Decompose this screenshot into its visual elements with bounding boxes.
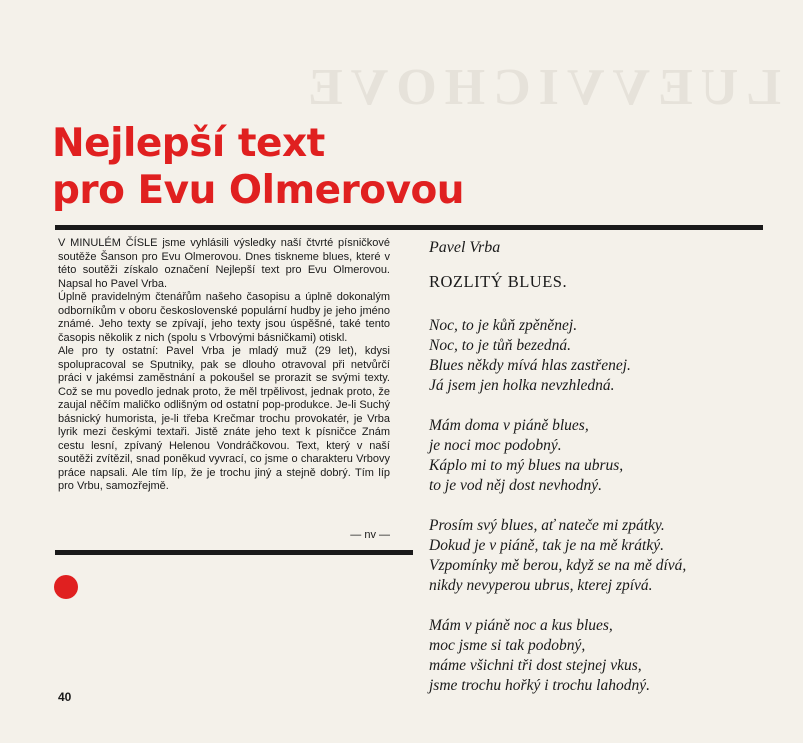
- poem-line: to je vod něj dost nevhodný.: [429, 477, 603, 494]
- headline-line-1: Nejlepší text: [52, 121, 325, 166]
- poem-stanza-3: [429, 516, 799, 596]
- poem-line: jsme trochu hořký i trochu lahodný.: [429, 677, 650, 694]
- headline: [52, 120, 464, 214]
- poem-line: Noc, to je tůň bezedná.: [429, 337, 572, 354]
- poem: [429, 238, 799, 716]
- poem-title: ROZLITÝ BLUES.: [429, 272, 568, 291]
- poem-line: Dokud je v piáně, tak je na mě krátký.: [429, 537, 664, 554]
- article-paragraph-1: V MINULÉM ČÍSLE jsme vyhlásili výsledky naší čtvrté písničkové soutěže Šanson pro Evu Olmerovou. Dnes tiskneme blues, které v této soutěži získalo označení Nejlepší text pro Evu Olmerovou. Napsal ho Pavel Vrba.: [58, 237, 390, 290]
- author-signature: — nv —: [350, 529, 390, 541]
- poem-stanza-1: [429, 316, 799, 396]
- poem-stanza-2: [429, 416, 799, 496]
- article-paragraph-3: Ale pro ty ostatní: Pavel Vrba je mladý muž (29 let), kdysi spolupracoval se Sputniky, pak se dlouho otravoval při netvůrčí práci v jakémsi zaměstnání a pokoušel se prorazit se svými texty. Což se mu povedlo jednak proto, že měl trpělivost, jednak proto, že zaujal něčím maličko odlišným od ostatní pop-produkce. Je-li Suchý básnický humorista, je-li třeba Krečmar trochu provokatér, je Vrba lyrik mezi českými textaři. Jistě znáte jeho text k písničce Znám cestu lesní, zpívaný Helenou Vondráčkovou. Text, který v naší soutěži zvítězil, snad poněkud vyvrací, co jsme o charakteru Vrbovy práce napsali. Ale tím líp, že je trochu jiný a stejně dobrý. Tím líp pro Vrbu, samozřejmě.: [58, 345, 390, 492]
- article-body: [58, 237, 390, 494]
- poem-line: nikdy nevyperou ubrus, kterej zpívá.: [429, 577, 653, 594]
- red-dot-ornament: [54, 575, 78, 599]
- poem-line: Noc, to je kůň zpěněnej.: [429, 317, 578, 334]
- poem-line: máme všichni tři dost stejnej vkus,: [429, 657, 642, 674]
- top-rule: [55, 225, 763, 230]
- poem-stanza-4: [429, 616, 799, 696]
- poem-line: Mám v piáně noc a kus blues,: [429, 617, 613, 634]
- poem-line: je noci moc podobný.: [429, 437, 562, 454]
- poem-line: moc jsme si tak podobný,: [429, 637, 586, 654]
- article-paragraph-2: Úplně pravidelným čtenářům našeho časopisu a úplně dokonalým odborníkům v oboru československé populární hudby je jeho jméno známé. Jeho texty se zpívají, jeho texty jsou úspěšné, také tento časopis několik z nich (spolu s Vrbovými básničkami) otiskl.: [58, 291, 390, 344]
- headline-line-2: pro Evu Olmerovou: [52, 168, 465, 213]
- poem-line: Prosím svý blues, ať nateče mi zpátky.: [429, 517, 665, 534]
- show-through-ghost-print: LUEVVICHOVE: [300, 59, 781, 116]
- poem-line: Blues někdy mívá hlas zastřenej.: [429, 357, 631, 374]
- poem-line: Vzpomínky mě berou, když se na mě dívá,: [429, 557, 687, 574]
- poem-line: Já jsem jen holka nevzhledná.: [429, 377, 615, 394]
- page-number: 40: [58, 690, 72, 704]
- poem-author: Pavel Vrba: [429, 239, 501, 256]
- poem-line: Káplo mi to mý blues na ubrus,: [429, 457, 624, 474]
- poem-line: Mám doma v piáně blues,: [429, 417, 589, 434]
- bottom-rule: [55, 550, 413, 555]
